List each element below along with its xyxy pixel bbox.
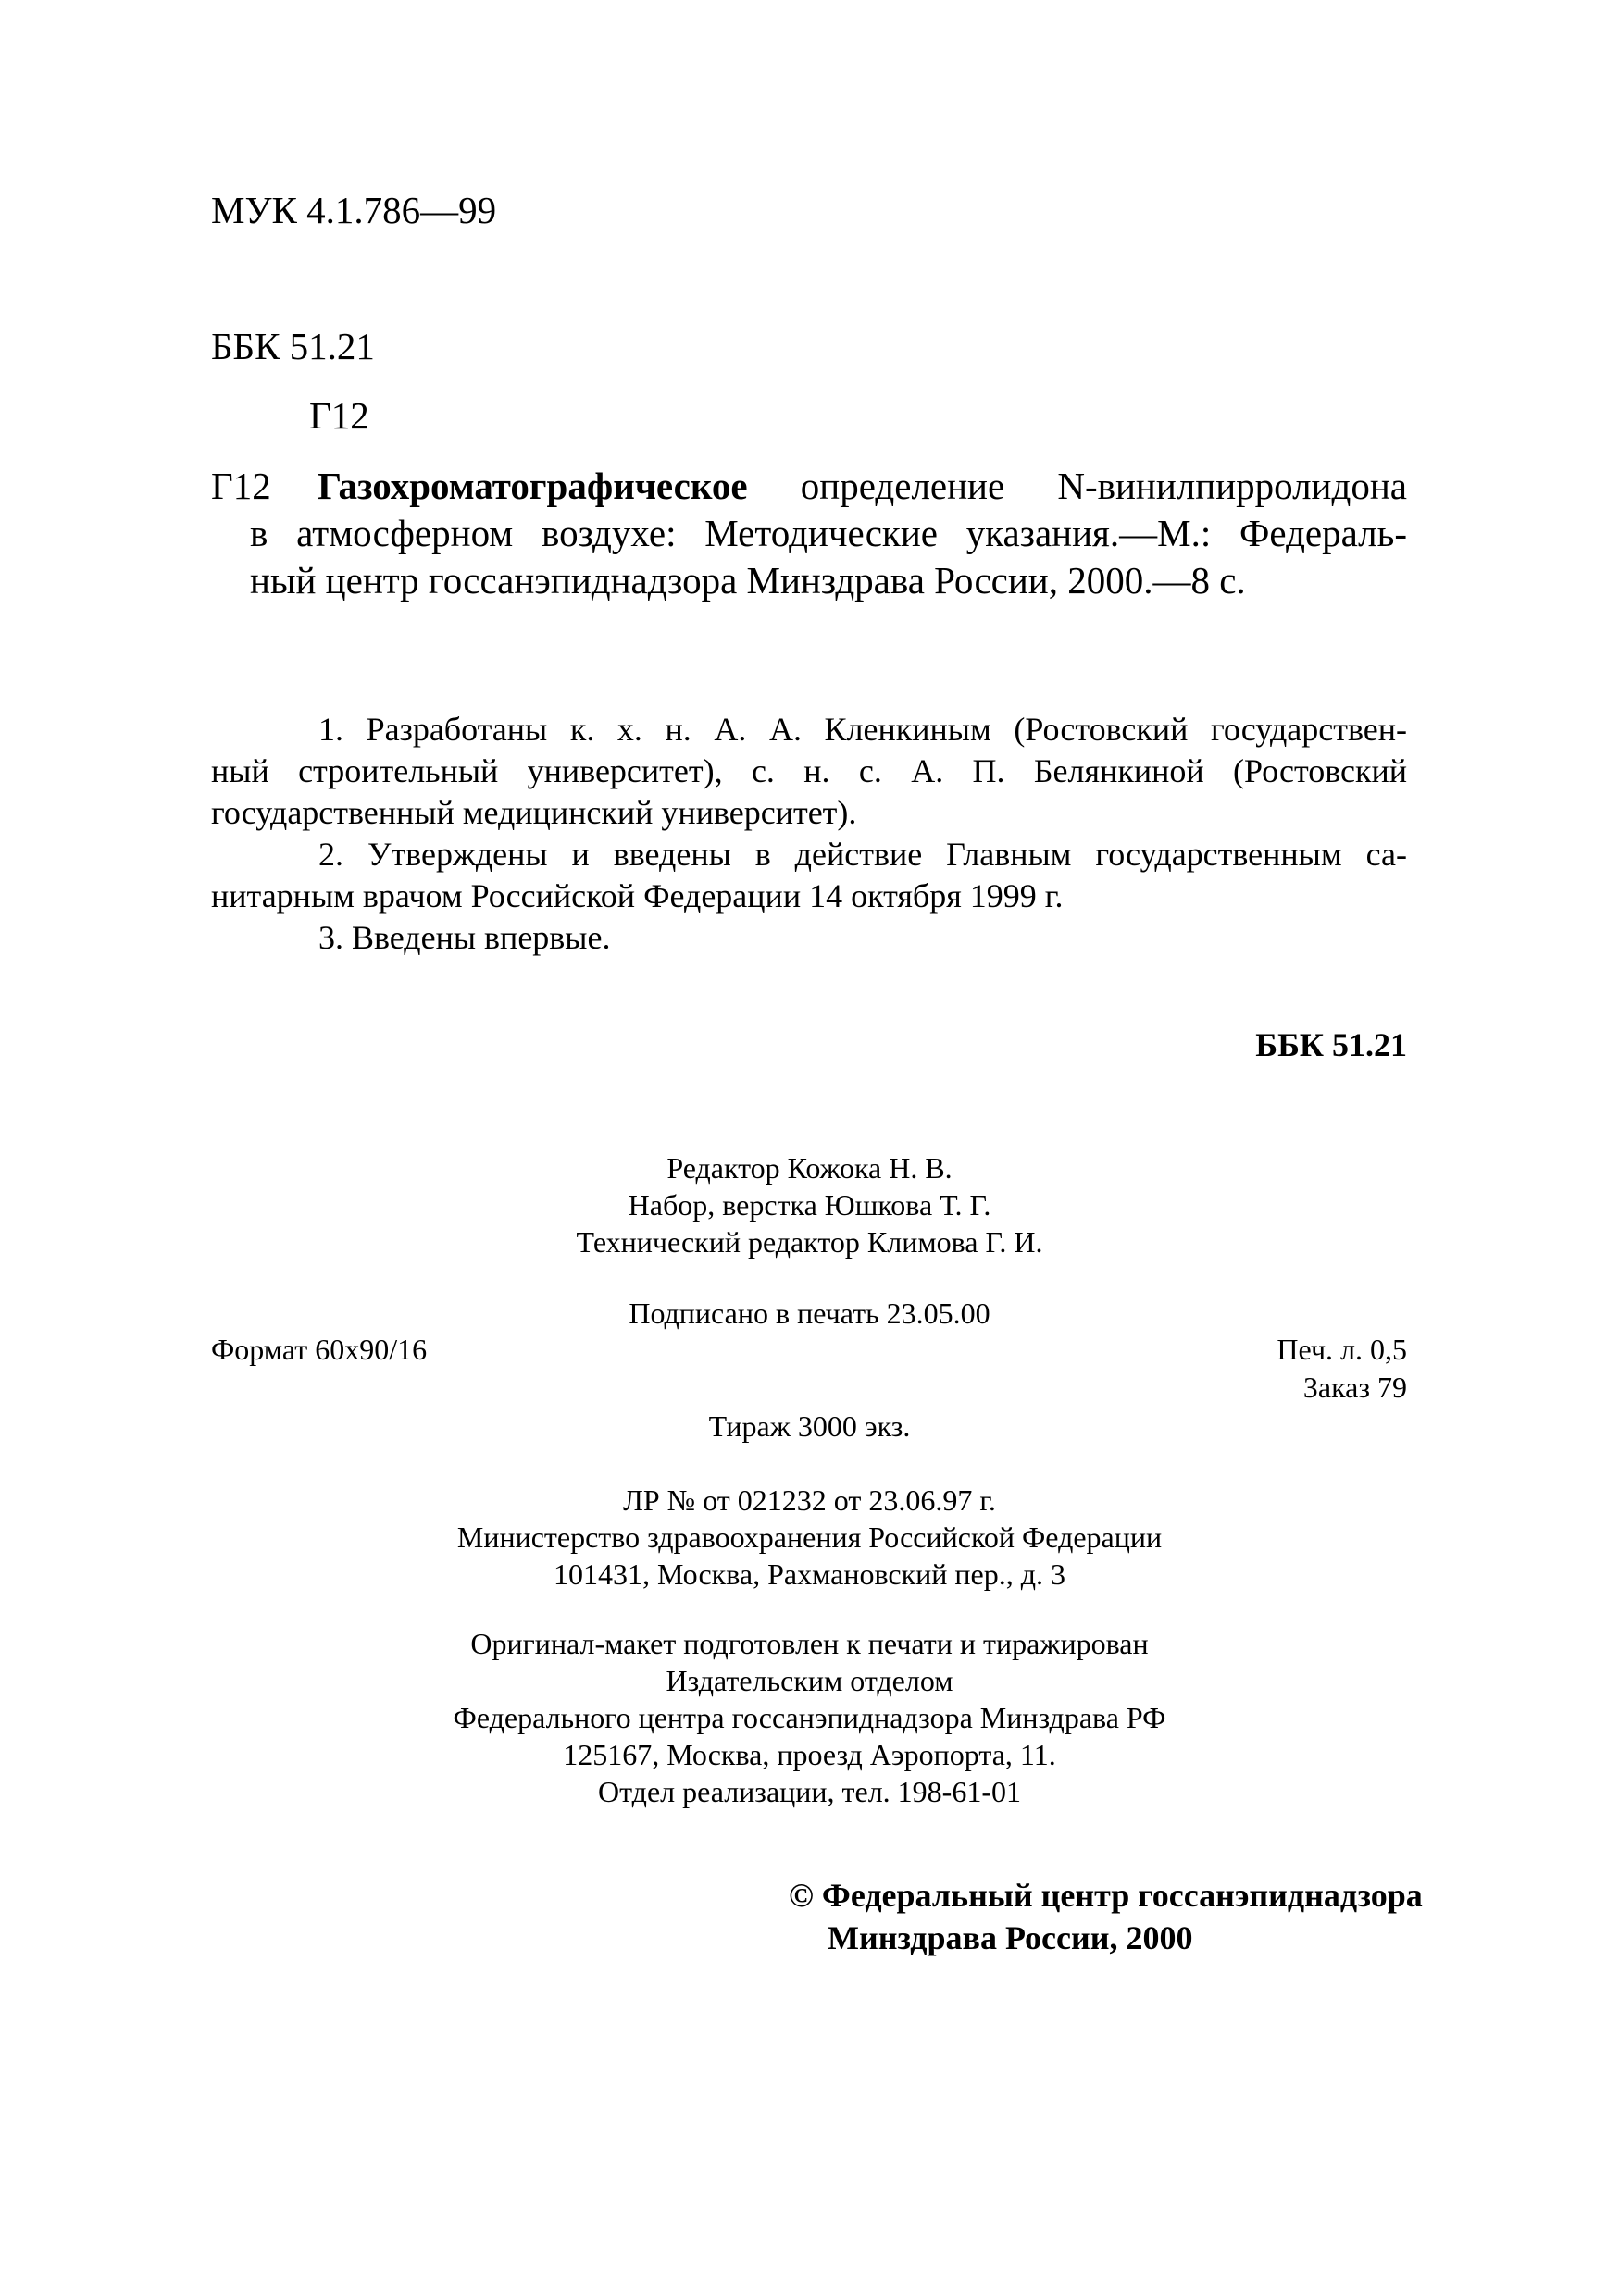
signed-to-print-text: Подписано в печать 23.05.00	[629, 1297, 990, 1330]
document-code: МУК 4.1.786—99	[211, 189, 497, 231]
signed-to-print	[0, 1295, 1619, 1332]
copyright-notice	[789, 1874, 1423, 1959]
publisher-address: 125167, Москва, проезд Аэропорта, 11.	[563, 1738, 1056, 1771]
ministry-name: Министерство здравоохранения Российской Федерации	[456, 1520, 1163, 1554]
publication-title: Газохроматографическое	[318, 465, 748, 507]
bibliographic-line-1-rest: определение N-винилпирролидона	[747, 465, 1407, 507]
publisher-line-3: Федерального центра госсанэпиднадзора Минздрава РФ	[453, 1701, 1166, 1734]
printed-sheets: Печ. л. 0,5	[1277, 1333, 1407, 1366]
license-number: ЛР № от 021232 от 23.06.97 г.	[623, 1483, 996, 1517]
tech-editor-credit: Технический редактор Климова Г. И.	[576, 1225, 1043, 1259]
sales-department: Отдел реализации, тел. 198-61-01	[598, 1775, 1021, 1808]
copyright-line-2: Минздрава России, 2000	[828, 1919, 1193, 1956]
order-number: Заказ 79	[1302, 1371, 1407, 1404]
bbk-classification: ББК 51.21	[211, 325, 375, 367]
bibliographic-line-3: ный центр госсанэпиднадзора Минздрава России, 2000.—8 с.	[250, 559, 1246, 602]
credits-block	[0, 1149, 1619, 1260]
author-mark: Г12	[309, 394, 369, 437]
note-1-line-3: государственный медицинский университет).	[211, 794, 857, 831]
notes-list	[211, 709, 1407, 959]
note-1-line-2: ный строительный университет), с. н. с. А. П. Белянкиной (Ростовский	[211, 752, 1407, 789]
ministry-address: 101431, Москва, Рахмановский пер., д. 3	[554, 1558, 1065, 1591]
bibliographic-line-1	[318, 463, 1407, 510]
note-2-line-1: 2. Утверждены и введены в действие Главным государственным са-	[318, 836, 1407, 873]
publisher-line-2: Издательским отделом	[666, 1664, 953, 1697]
note-2-line-2: нитарным врачом Российской Федерации 14 октября 1999 г.	[211, 877, 1064, 914]
note-1-line-1: 1. Разработаны к. х. н. А. А. Кленкиным (Ростовский государствен-	[318, 711, 1407, 748]
editor-credit: Редактор Кожока Н. В.	[666, 1151, 953, 1185]
print-run-text: Тираж 3000 экз.	[708, 1409, 911, 1443]
print-run	[0, 1408, 1619, 1445]
license-block	[0, 1482, 1619, 1593]
bbk-classification-bottom: ББК 51.21	[1255, 1026, 1407, 1063]
publisher-block	[0, 1625, 1619, 1810]
note-3: 3. Введены впервые.	[318, 919, 611, 956]
bibliographic-index: Г12	[211, 465, 271, 507]
copyright-line-1: © Федеральный центр госсанэпиднадзора	[789, 1877, 1423, 1914]
layout-credit: Набор, верстка Юшкова Т. Г.	[628, 1188, 991, 1222]
publisher-line-1: Оригинал-макет подготовлен к печати и тиражирован	[470, 1627, 1149, 1660]
paper-format: Формат 60x90/16	[211, 1333, 428, 1366]
bibliographic-line-2: в атмосферном воздухе: Методические указания.—М.: Федераль-	[250, 512, 1407, 554]
bibliographic-description	[211, 463, 1407, 604]
